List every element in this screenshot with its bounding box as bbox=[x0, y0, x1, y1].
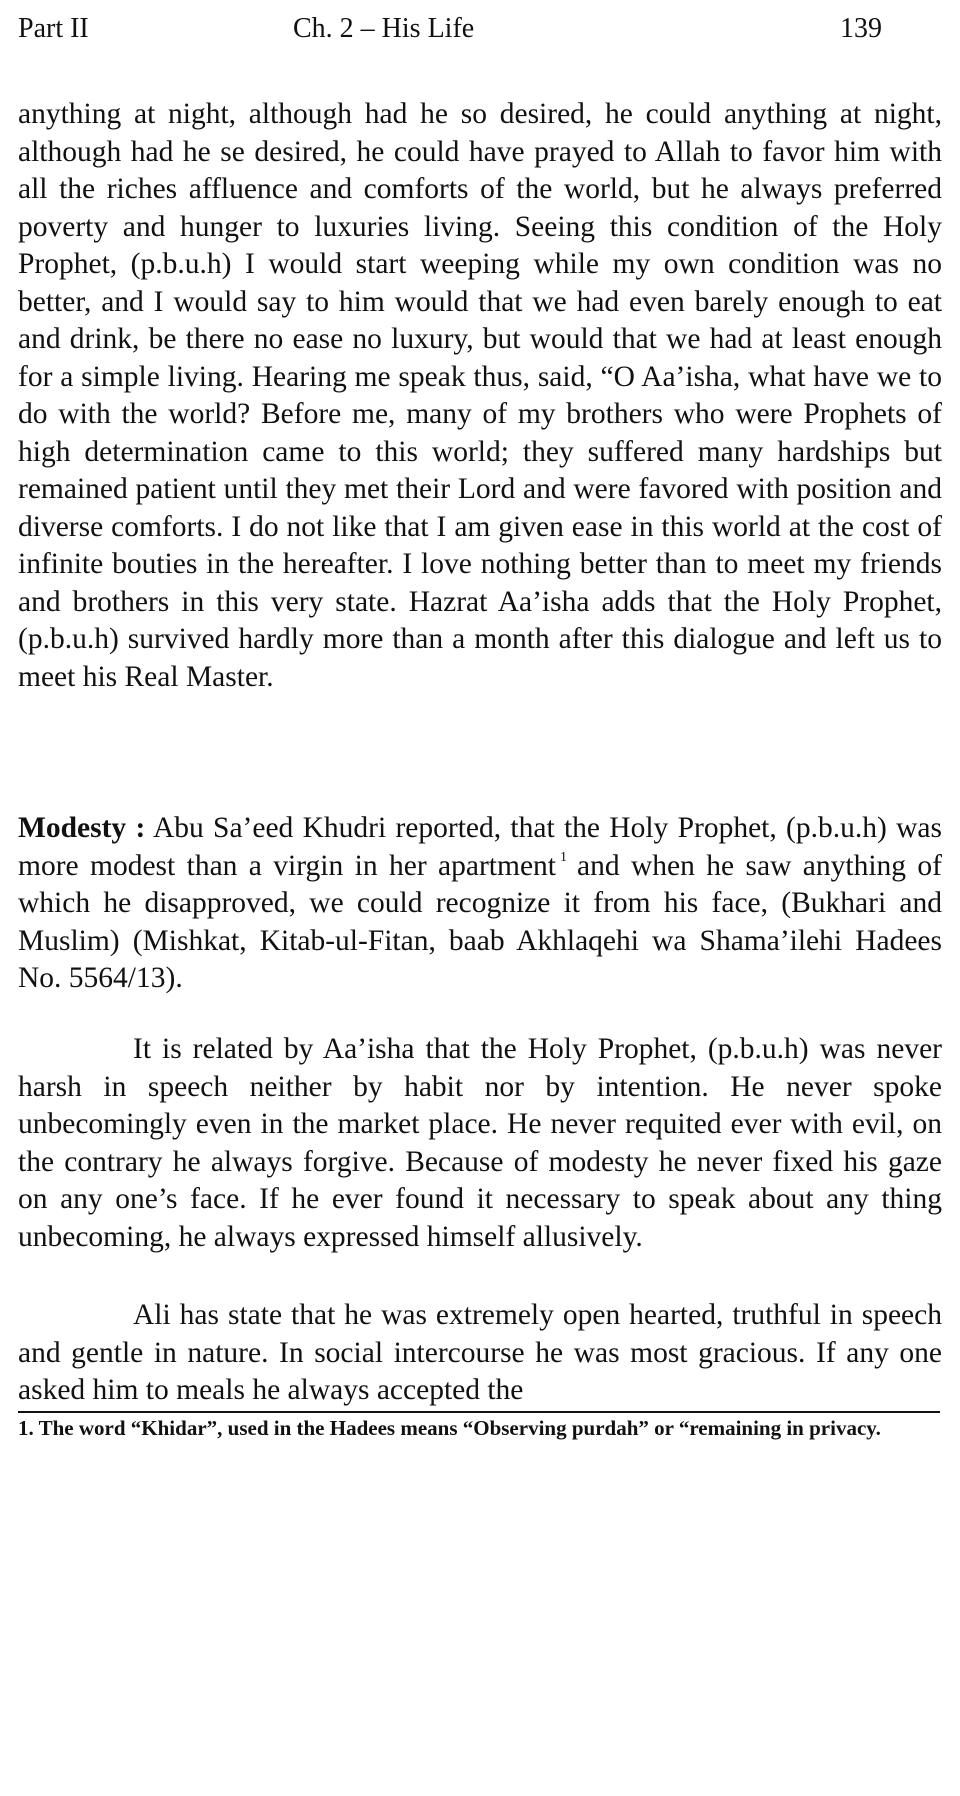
paragraph-modesty bbox=[18, 810, 942, 998]
paragraph-text: It is related by Aa’isha that the Holy Prophet, (p.b.u.h) was never harsh in speech neither by habit nor by intention. He never spoke unbecomingly even in the market place. He never requited ever with evil, on the contrary he always forgive. Because of modesty he never fixed his gaze on any one’s face. If he ever found it necessary to speak about any thing unbecoming, he always expressed himself allusively. bbox=[18, 1033, 942, 1253]
footnote-reference[interactable]: 1 bbox=[559, 849, 567, 865]
paragraph-text: anything at night, although had he so desired, he could anything at night, although had he se desired, he could have prayed to Allah to favor him with all the riches affluence and comforts of the world, but he always preferred poverty and hunger to luxuries living. Seeing this condition of the Holy Prophet, (p.b.u.h) I would start weeping while my own condition was no better, and I would say to him would that we had even barely enough to eat and drink, be there no ease no luxury, but would that we had at least enough for a simple living. Hearing me speak thus, said, “O Aa’isha, what have we to do with the world? Before me, many of my brothers who were Prophets of high determination came to this world; they suffered many hardships but remained patient until they met their Lord and were favored with position and diverse comforts. I do not like that I am given ease in this world at the cost of infinite bouties in the hereafter. I love nothing better than to meet my friends and brothers in this very state. Hazrat Aa’isha adds that the Holy Prophet, (p.b.u.h) survived hardly more than a month after this dialogue and left us to meet his Real Master. bbox=[18, 98, 942, 693]
paragraph-aaisha-speech bbox=[18, 1031, 942, 1256]
paragraph-text-continued: and when he saw anything of which he disapproved, we could recognize it from his face, (Bukhari and Muslim) (Mishkat, Kitab-ul-Fitan, baab Akhlaqehi wa Shama’ilehi Hadees No. 5564/13). bbox=[18, 849, 942, 994]
paragraph-text: Abu Sa’eed Khudri reported, that the Holy Prophet, (p.b.u.h) was more modest than a virgin in her apartment bbox=[18, 812, 942, 882]
section-heading-modesty: Modesty : bbox=[18, 812, 146, 844]
running-header bbox=[18, 8, 942, 50]
chapter-title: Ch. 2 – His Life bbox=[293, 13, 475, 44]
paragraph-poverty bbox=[18, 96, 942, 696]
part-label: Part II bbox=[18, 13, 89, 44]
paragraph-ali bbox=[18, 1297, 942, 1410]
page-number: 139 bbox=[840, 13, 882, 44]
footnote: 1. The word “Khidar”, used in the Hadees means “Observing purdah” or “remaining in privacy. bbox=[18, 1416, 881, 1440]
paragraph-text: Ali has state that he was extremely open hearted, truthful in speech and gentle in nature. In social intercourse he was most gracious. If any one asked him to meals he always accepted the bbox=[18, 1299, 942, 1406]
footnote-divider bbox=[18, 1411, 940, 1413]
